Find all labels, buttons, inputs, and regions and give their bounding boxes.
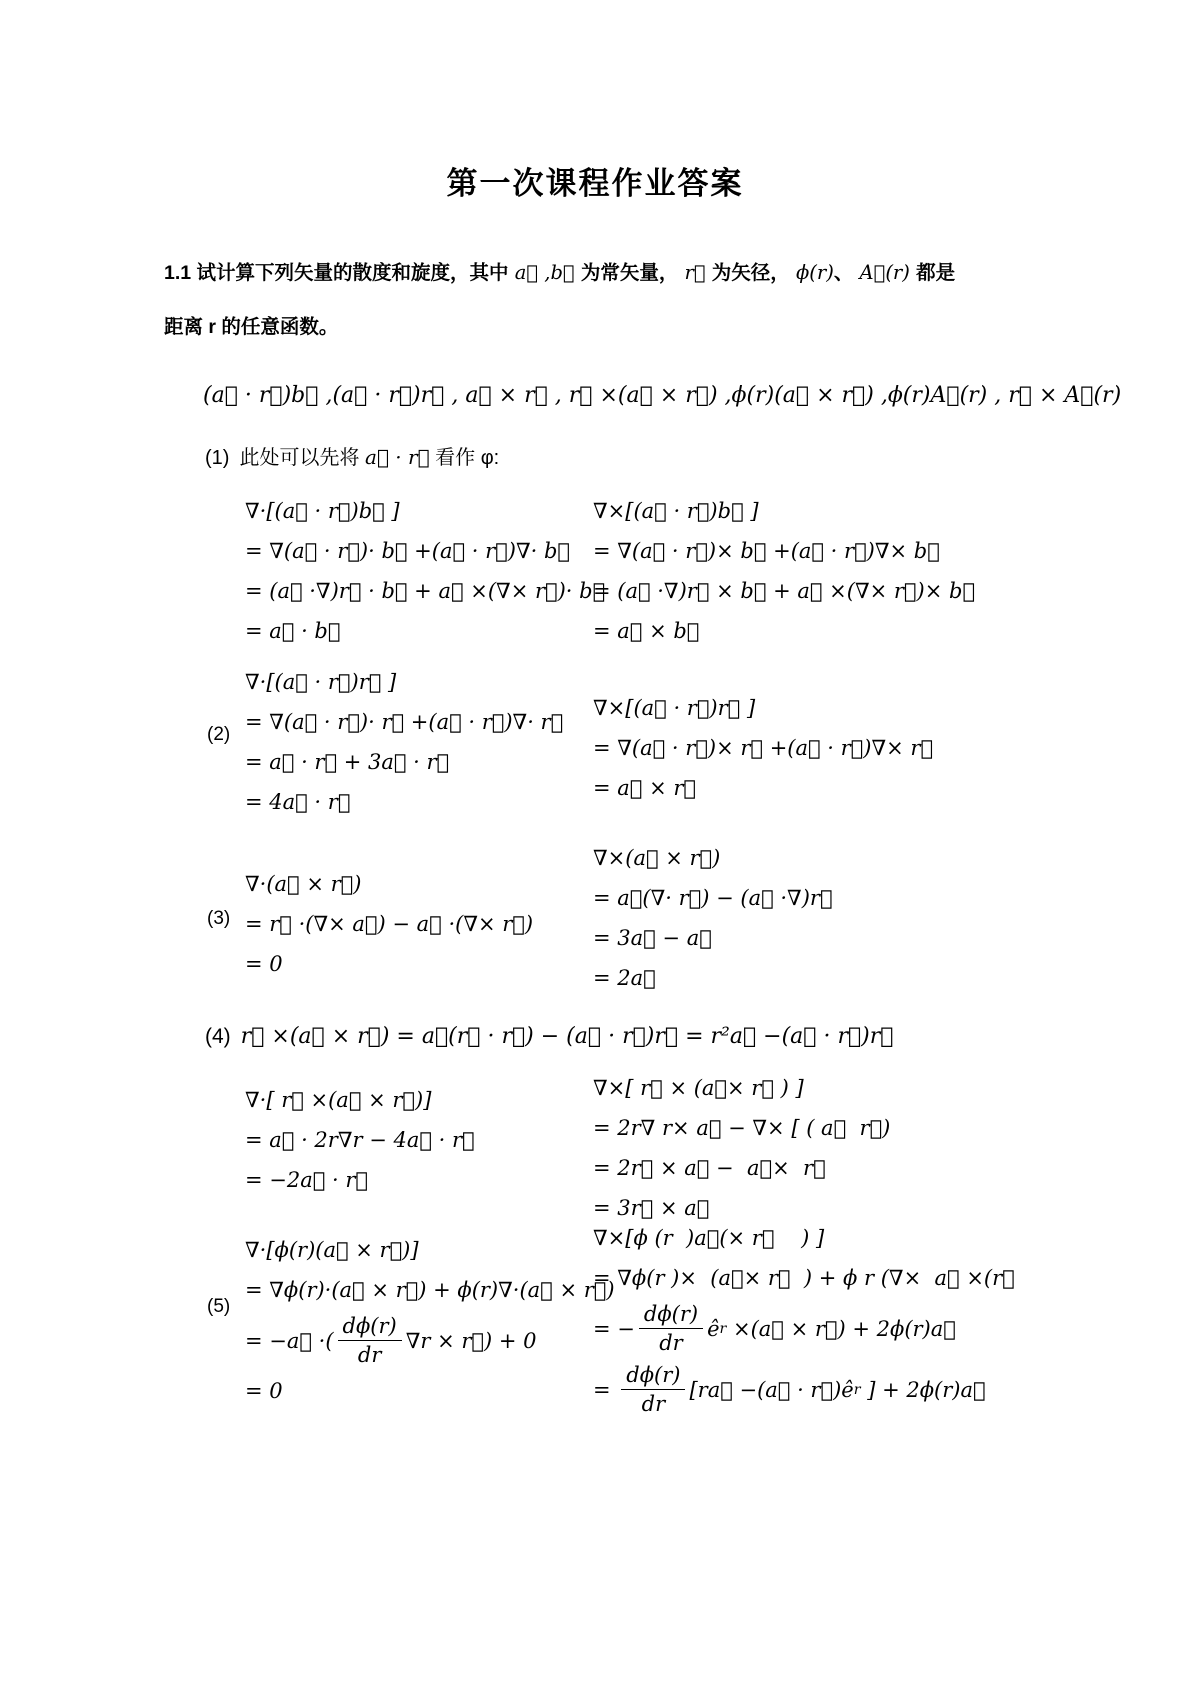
math-line: = 2r∇ r× a⃗ − ∇× [ ( a⃗ r⃗) — [593, 1116, 891, 1140]
math-line: ∇×[(a⃗ · r⃗)b⃗ ] — [593, 499, 759, 523]
math-line: = 2r⃗ × a⃗ − a⃗× r⃗ — [593, 1156, 826, 1180]
section-4-label: (4) — [205, 1025, 231, 1048]
math-line: = −a⃗ ·( $\frac{d\phi(r)}{dr}$ ∇r × r⃗) + 0 — [245, 1314, 537, 1368]
fraction: $\frac{d\phi(r)}{dr}$ — [621, 1363, 685, 1416]
section-1-label: (1) — [205, 447, 230, 469]
math-line: = ∇(a⃗ · r⃗)× b⃗ +(a⃗ · r⃗)∇× b⃗ — [593, 539, 940, 563]
math-line: = −2a⃗ · r⃗ — [245, 1168, 369, 1192]
math-line: ∇·[ϕ(r)(a⃗ × r⃗)] — [245, 1238, 419, 1262]
section-5-columns — [205, 1218, 1120, 1421]
section-4-divergence-derivation — [245, 1080, 593, 1228]
problem-line-2: 距离 r 的任意函数。 — [164, 316, 339, 338]
section-1-columns — [205, 491, 1120, 651]
math-line: ∇×(a⃗ × r⃗) — [593, 846, 721, 870]
solution-section-5 — [205, 1218, 1120, 1421]
section-1-divergence-derivation — [245, 491, 606, 651]
section-4-identity: r⃗ ×(a⃗ × r⃗) = a⃗(r⃗ · r⃗) − (a⃗ · r⃗)r⃗ = r²a⃗ −(a⃗ · r⃗)r⃗ — [240, 1024, 894, 1049]
math-line: ∇·[ r⃗ ×(a⃗ × r⃗)] — [245, 1088, 432, 1112]
math-line: ∇×[(a⃗ · r⃗)r⃗ ] — [593, 696, 756, 720]
section-1-curl-derivation — [593, 491, 1120, 651]
section-3-label: (3) — [207, 908, 231, 929]
fraction: $\frac{d\phi(r)}{dr}$ — [639, 1302, 703, 1355]
math-line: ∇×[ r⃗ × (a⃗× r⃗ ) ] — [593, 1076, 804, 1100]
math-line: = ∇(a⃗ · r⃗)· r⃗ +(a⃗ · r⃗)∇· r⃗ — [245, 710, 564, 734]
math-line: = (a⃗ ·∇)r⃗ × b⃗ + a⃗ ×(∇× r⃗)× b⃗ — [593, 579, 976, 603]
math-line: = a⃗ · r⃗ + 3a⃗ · r⃗ — [245, 750, 450, 774]
section-2-columns — [205, 662, 1120, 822]
section-2-curl-derivation — [593, 688, 1120, 822]
solution-section-1 — [205, 440, 1120, 651]
math-line: ∇·[(a⃗ · r⃗)r⃗ ] — [245, 670, 397, 694]
math-line: = 0 — [245, 952, 283, 976]
math-line: = r⃗ ·(∇× a⃗) − a⃗ ·(∇× r⃗) — [245, 912, 534, 936]
math-line: = − $\frac{d\phi(r)}{dr}$ ê r ×(a⃗ × r⃗) + 2ϕ(r)a⃗ — [593, 1302, 956, 1356]
math-line: ∇·(a⃗ × r⃗) — [245, 872, 362, 896]
math-line: = 2a⃗ — [593, 966, 656, 990]
section-4-columns — [205, 1068, 1120, 1228]
math-line: = $\frac{d\phi(r)}{dr}$ [ra⃗ −(a⃗ · r⃗)ê r ] + 2ϕ(r)a⃗ — [593, 1363, 986, 1417]
section-5-curl-derivation — [593, 1218, 1120, 1421]
section-2-divergence-derivation — [245, 662, 593, 822]
solution-section-2 — [205, 662, 1120, 822]
section-2-label: (2) — [207, 724, 231, 745]
section-3-divergence-derivation — [245, 864, 593, 998]
vector-expression-list: (a⃗ · r⃗)b⃗ ,(a⃗ · r⃗)r⃗ , a⃗ × r⃗ , r⃗ ×(a⃗ × r⃗) ,ϕ(r)(a⃗ × r⃗) ,ϕ(r)A⃗(r) , r⃗ × A⃗(r) — [203, 383, 1122, 408]
math-line: ∇·[(a⃗ · r⃗)b⃗ ] — [245, 499, 400, 523]
math-line: = ∇(a⃗ · r⃗)× r⃗ +(a⃗ · r⃗)∇× r⃗ — [593, 736, 934, 760]
page-title: 第一次课程作业答案 — [446, 166, 744, 201]
section-4-header — [205, 1020, 1120, 1054]
math-line: = 0 — [245, 1379, 283, 1404]
math-line: = ∇ϕ(r )× (a⃗× r⃗ ) + ϕ r (∇× a⃗ ×(r⃗ — [593, 1266, 1015, 1290]
math-line: = ∇ϕ(r)·(a⃗ × r⃗) + ϕ(r)∇·(a⃗ × r⃗) — [245, 1278, 615, 1302]
math-line: = (a⃗ ·∇)r⃗ · b⃗ + a⃗ ×(∇× r⃗)· b⃗ — [245, 579, 606, 603]
math-line: = a⃗ · b⃗ — [245, 619, 341, 643]
section-1-header — [205, 440, 1120, 475]
math-line: = 3a⃗ − a⃗ — [593, 926, 712, 950]
math-line: ∇×[ϕ (r )a⃗(× r⃗ ) ] — [593, 1226, 825, 1250]
math-line: = a⃗ × r⃗ — [593, 776, 696, 800]
section-4-curl-derivation — [593, 1068, 1120, 1228]
section-5-label: (5) — [207, 1296, 231, 1317]
math-line: = 4a⃗ · r⃗ — [245, 790, 351, 814]
solution-section-4 — [205, 1020, 1120, 1228]
section-5-divergence-derivation — [245, 1230, 615, 1421]
math-line: = ∇(a⃗ · r⃗)· b⃗ +(a⃗ · r⃗)∇· b⃗ — [245, 539, 571, 563]
problem-line-1: 1.1 试计算下列矢量的散度和旋度，其中 a⃗ ,b⃗ 为常矢量， r⃗ 为矢径， ϕ(r)、 A⃗(r) 都是 — [164, 261, 956, 284]
math-line: = 3r⃗ × a⃗ — [593, 1196, 710, 1220]
solution-section-3 — [205, 838, 1120, 998]
section-3-columns — [205, 838, 1120, 998]
section-1-note: 此处可以先将 a⃗ · r⃗ 看作 φ: — [239, 445, 500, 469]
math-line: = a⃗ · 2r∇r − 4a⃗ · r⃗ — [245, 1128, 475, 1152]
fraction: $\frac{d\phi(r)}{dr}$ — [338, 1314, 402, 1367]
math-line: = a⃗ × b⃗ — [593, 619, 700, 643]
problem-statement — [164, 246, 1054, 354]
math-line: = a⃗(∇· r⃗) − (a⃗ ·∇)r⃗ — [593, 886, 833, 910]
section-3-curl-derivation — [593, 838, 1120, 998]
